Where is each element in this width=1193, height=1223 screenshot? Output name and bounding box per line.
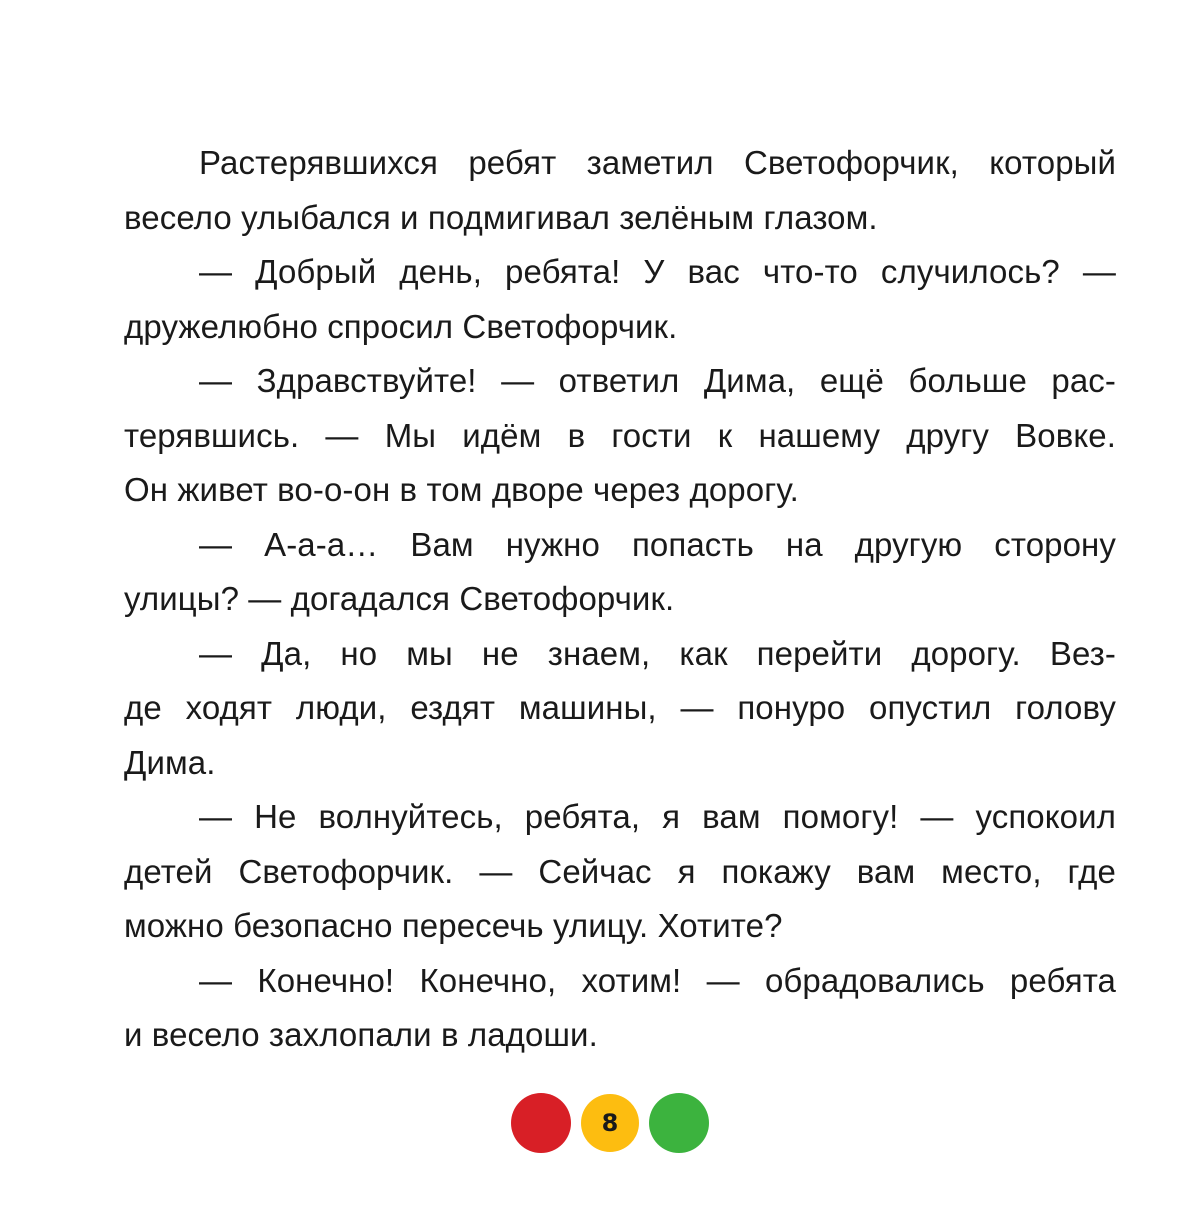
text-line: де ходят люди, ездят машины, — понуро опустил голову <box>124 689 1116 726</box>
text-line: — А-а-а… Вам нужно попасть на другую сторону <box>199 525 1116 563</box>
text-line: дружелюбно спросил Светофорчик. <box>124 307 678 345</box>
text-line: улицы? — догадался Светофорчик. <box>124 580 675 617</box>
green-circle-icon <box>649 1093 709 1153</box>
text-line: — Не волнуйтесь, ребята, я вам помогу! — успокоил <box>199 798 1116 835</box>
paragraph <box>124 136 1116 245</box>
text-line: детей Светофорчик. — Сейчас я покажу вам место, где <box>124 852 1116 890</box>
text-line: можно безопасно пересечь улицу. Хотите? <box>124 907 783 944</box>
page-number: 8 <box>581 1094 639 1152</box>
paragraph <box>124 954 1116 1063</box>
text-line: Растерявшихся ребят заметил Светофорчик, который <box>199 144 1116 181</box>
text-line: терявшись. — Мы идём в гости к нашему другу Вовке. <box>124 416 1116 454</box>
paragraph <box>124 245 1116 354</box>
text-line: Дима. <box>124 743 216 781</box>
text-line: — Конечно! Конечно, хотим! — обрадовались ребята <box>199 961 1116 999</box>
red-circle-icon <box>511 1093 571 1153</box>
paragraph <box>124 518 1116 627</box>
paragraph <box>124 790 1116 954</box>
text-line: и весело захлопали в ладоши. <box>124 1016 598 1053</box>
paragraph <box>124 627 1116 791</box>
text-line: — Да, но мы не знаем, как перейти дорогу. Вез- <box>199 634 1116 672</box>
text-line: Он живет во-о-он в том дворе через дорогу. <box>124 471 799 508</box>
text-line: весело улыбался и подмигивал зелёным глазом. <box>124 198 878 236</box>
page-number-traffic-light <box>511 1093 709 1153</box>
text-line: — Здравствуйте! — ответил Дима, ещё больше рас- <box>199 362 1116 399</box>
text-line: — Добрый день, ребята! У вас что-то случилось? — <box>199 253 1116 290</box>
page-text <box>124 136 1116 1063</box>
paragraph <box>124 354 1116 518</box>
